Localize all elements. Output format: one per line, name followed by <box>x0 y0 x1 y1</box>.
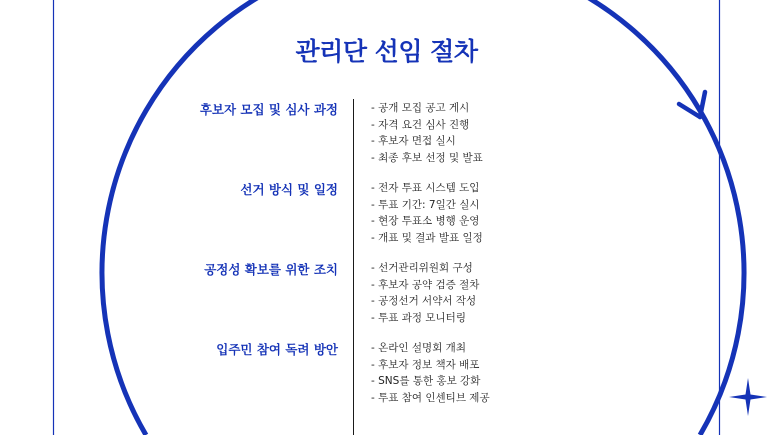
list-item: - 전자 투표 시스템 도입 <box>371 180 483 197</box>
list-item: - 후보자 면접 실시 <box>371 133 483 150</box>
list-item: - 최종 후보 선정 및 발표 <box>371 150 483 167</box>
list-item: - 자격 요건 심사 진행 <box>371 117 483 134</box>
list-item: - 투표 기간: 7일간 실시 <box>371 197 483 214</box>
vertical-divider <box>353 99 354 435</box>
list-item: - 선거관리위원회 구성 <box>371 260 479 277</box>
list-item: - 공개 모집 공고 게시 <box>371 100 483 117</box>
list-item: - 현장 투표소 병행 운영 <box>371 213 483 230</box>
list-item: - 후보자 정보 책자 배포 <box>371 357 490 374</box>
list-item: - 투표 참여 인센티브 제공 <box>371 390 490 407</box>
section-item-list <box>371 100 483 166</box>
list-item: - SNS를 통한 홍보 강화 <box>371 373 490 390</box>
section-item-list <box>371 180 483 246</box>
section-heading: 후보자 모집 및 심사 과정 <box>199 102 338 117</box>
list-item: - 온라인 설명회 개최 <box>371 340 490 357</box>
list-item: - 공정선거 서약서 작성 <box>371 293 479 310</box>
section-item-list <box>371 260 479 326</box>
page-title: 관리단 선임 절차 <box>295 37 478 66</box>
section-heading: 입주민 참여 독려 방안 <box>216 342 338 357</box>
list-item: - 개표 및 결과 발표 일정 <box>371 230 483 247</box>
section-heading: 공정성 확보를 위한 조치 <box>204 262 338 277</box>
sparkle-star-icon <box>729 378 767 416</box>
list-item: - 후보자 공약 검증 절차 <box>371 277 479 294</box>
section-item-list <box>371 340 490 406</box>
list-item: - 투표 과정 모니터링 <box>371 310 479 327</box>
section-heading: 선거 방식 및 일정 <box>240 182 338 197</box>
